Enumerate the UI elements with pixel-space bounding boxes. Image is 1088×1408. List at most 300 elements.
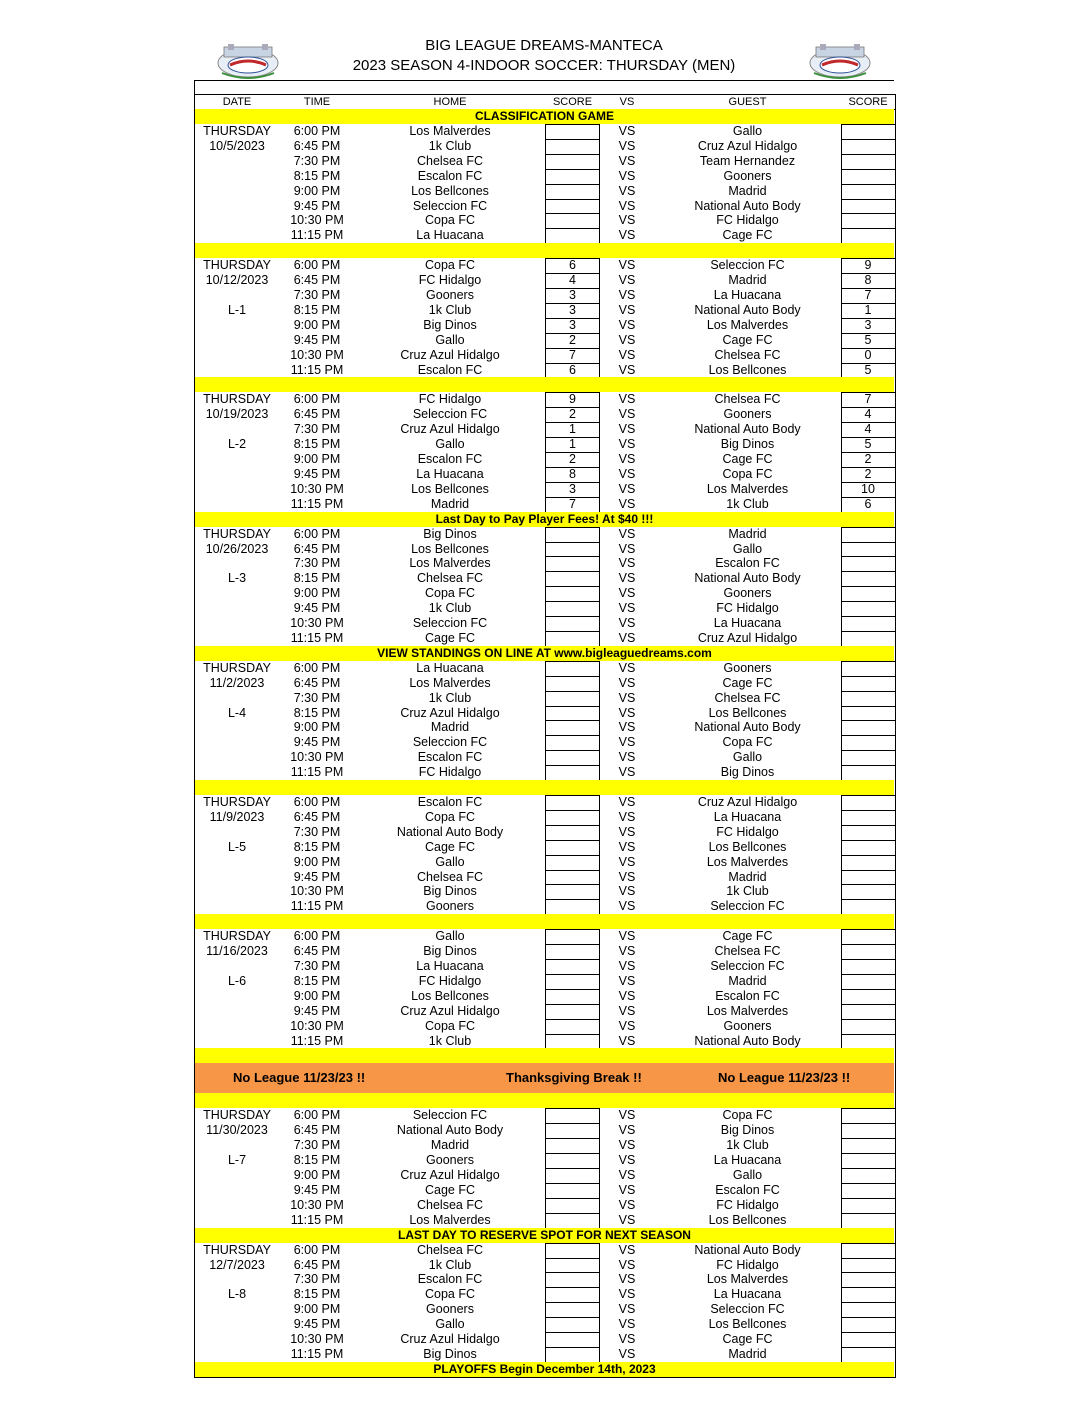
vs-label: VS xyxy=(618,407,636,422)
guest-team: FC Hidalgo xyxy=(716,1257,779,1272)
guest-team: 1k Club xyxy=(726,1138,769,1153)
game-time: 6:00 PM xyxy=(293,929,341,944)
home-team: Los Malverdes xyxy=(409,1212,491,1227)
home-team: National Auto Body xyxy=(396,1123,504,1138)
home-score-box xyxy=(545,1287,600,1302)
home-team: 1k Club xyxy=(428,1033,472,1048)
vs-label: VS xyxy=(618,616,636,630)
game-time: 9:00 PM xyxy=(293,1168,341,1182)
table-row xyxy=(195,542,895,557)
home-score-box xyxy=(545,884,600,899)
home-score-box xyxy=(545,735,600,750)
guest-team: Team Hernandez xyxy=(699,153,796,168)
game-time: 7:30 PM xyxy=(293,824,341,839)
day-label: THURSDAY xyxy=(203,526,271,541)
home-team: Big Dinos xyxy=(423,944,477,959)
game-time: 11:15 PM xyxy=(290,228,344,243)
guest-team: La Huacana xyxy=(713,616,782,630)
home-team: 1k Club xyxy=(428,601,472,616)
header-guest: GUEST xyxy=(728,96,767,108)
vs-label: VS xyxy=(618,1182,636,1197)
home-score-box xyxy=(545,124,600,139)
game-time: 9:00 PM xyxy=(293,988,341,1003)
table-row xyxy=(195,392,895,407)
home-score-box xyxy=(545,661,600,676)
vs-label: VS xyxy=(618,869,636,884)
guest-score-box xyxy=(841,1108,895,1123)
home-score: 3 xyxy=(569,317,576,332)
guest-team: Big Dinos xyxy=(720,1123,775,1138)
table-row xyxy=(195,407,895,422)
game-time: 6:45 PM xyxy=(293,809,341,824)
guest-team: La Huacana xyxy=(713,1287,782,1302)
table-row xyxy=(195,199,895,214)
home-score-box xyxy=(545,199,600,214)
vs-label: VS xyxy=(618,228,636,243)
home-score: 3 xyxy=(569,481,576,496)
vs-label: VS xyxy=(618,332,636,347)
guest-score-box xyxy=(841,1034,895,1049)
table-row xyxy=(195,1317,895,1332)
guest-score-box xyxy=(841,1019,895,1034)
game-time: 10:30 PM xyxy=(290,213,344,228)
guest-team: FC Hidalgo xyxy=(716,824,779,839)
big-league-dreams-logo-right xyxy=(808,43,872,79)
guest-score-box xyxy=(841,527,895,542)
day-label: THURSDAY xyxy=(203,1242,271,1257)
home-team: Gooners xyxy=(426,899,474,914)
guest-team: Los Bellcones xyxy=(708,705,787,720)
guest-team: National Auto Body xyxy=(694,720,801,735)
guest-score-box xyxy=(841,199,895,214)
home-team: Cage FC xyxy=(424,1182,476,1197)
guest-score-box xyxy=(841,870,895,885)
home-score-box xyxy=(545,184,600,199)
home-team: Cruz Azul Hidalgo xyxy=(400,347,500,362)
vs-label: VS xyxy=(618,988,636,1003)
home-score: 6 xyxy=(569,362,576,377)
guest-team: Cage FC xyxy=(722,929,773,944)
table-row xyxy=(195,1243,895,1258)
vs-label: VS xyxy=(618,1138,636,1153)
game-time: 9:45 PM xyxy=(293,1317,341,1332)
game-time: 6:45 PM xyxy=(293,675,341,690)
home-score-box xyxy=(545,527,600,542)
guest-score-box xyxy=(841,556,895,571)
table-row xyxy=(195,825,895,840)
home-score-box xyxy=(545,1034,600,1049)
table-row xyxy=(195,363,895,378)
date-label: 12/7/2023 xyxy=(209,1257,265,1272)
page-subtitle: 2023 SEASON 4-INDOOR SOCCER: THURSDAY (MEN) xyxy=(352,57,736,74)
playoffs-band: PLAYOFFS Begin December 14th, 2023 xyxy=(195,1362,894,1377)
table-row xyxy=(195,258,895,273)
guest-score-box xyxy=(841,884,895,899)
guest-team: Madrid xyxy=(728,273,767,288)
guest-score-box xyxy=(841,601,895,616)
guest-score-box xyxy=(841,1138,895,1153)
home-score-box xyxy=(545,571,600,586)
table-row xyxy=(195,228,895,243)
table-row xyxy=(195,1183,895,1198)
guest-score: 2 xyxy=(864,452,872,466)
guest-team: La Huacana xyxy=(713,288,782,302)
guest-team: Cage FC xyxy=(722,228,773,243)
game-time: 10:30 PM xyxy=(290,1197,344,1212)
section-band: Last Day to Pay Player Fees! At $40 !!! xyxy=(195,512,894,527)
guest-score-box xyxy=(841,1332,895,1347)
home-team: Los Malverdes xyxy=(409,556,491,571)
game-time: 11:15 PM xyxy=(290,362,344,377)
home-team: Los Bellcones xyxy=(411,541,489,556)
guest-team: Cage FC xyxy=(722,332,773,347)
guest-team: National Auto Body xyxy=(694,1033,801,1048)
home-team: Chelsea FC xyxy=(417,1242,483,1257)
guest-score-box xyxy=(841,765,895,780)
table-row xyxy=(195,1019,895,1034)
table-row xyxy=(195,1332,895,1347)
home-team: Cruz Azul Hidalgo xyxy=(400,1332,500,1346)
guest-team: Cruz Azul Hidalgo xyxy=(697,630,798,645)
game-time: 10:30 PM xyxy=(290,884,344,899)
section-band: VIEW STANDINGS ON LINE AT www.bigleaguedreams.com xyxy=(195,646,894,661)
table-row xyxy=(195,795,895,810)
vs-label: VS xyxy=(618,213,636,228)
table-row xyxy=(195,213,895,228)
guest-score: 3 xyxy=(864,317,872,332)
top-rule xyxy=(194,80,894,81)
vs-label: VS xyxy=(618,1108,636,1123)
home-score-box xyxy=(545,1213,600,1228)
table-row xyxy=(195,422,895,437)
table-row xyxy=(195,959,895,974)
table-row xyxy=(195,482,895,497)
game-time: 11:15 PM xyxy=(290,630,344,645)
top-tick xyxy=(194,80,195,94)
home-score: 4 xyxy=(569,273,576,288)
vs-label: VS xyxy=(618,944,636,959)
guest-score-box xyxy=(841,661,895,676)
week-label: L-6 xyxy=(227,973,247,988)
home-score-box xyxy=(545,870,600,885)
guest-team: Big Dinos xyxy=(720,437,775,452)
game-time: 11:15 PM xyxy=(290,1212,344,1227)
home-team: Copa FC xyxy=(424,258,476,273)
guest-team: La Huacana xyxy=(713,809,782,824)
table-row xyxy=(195,750,895,765)
table-row xyxy=(195,1034,895,1049)
home-score-box xyxy=(545,706,600,721)
date-label: 10/26/2023 xyxy=(205,541,269,556)
home-team: Gallo xyxy=(435,437,465,452)
guest-team: National Auto Body xyxy=(694,302,801,317)
table-row xyxy=(195,1123,895,1138)
guest-team: Gooners xyxy=(723,168,772,183)
guest-team: Gallo xyxy=(732,124,763,138)
vs-label: VS xyxy=(618,541,636,556)
table-row xyxy=(195,452,895,467)
vs-label: VS xyxy=(618,884,636,899)
home-team: Copa FC xyxy=(424,1018,476,1033)
game-time: 10:30 PM xyxy=(290,347,344,362)
game-time: 7:30 PM xyxy=(293,1272,341,1287)
home-team: 1k Club xyxy=(428,690,472,705)
guest-score-box xyxy=(841,616,895,631)
home-score: 3 xyxy=(569,302,576,317)
guest-team: Chelsea FC xyxy=(714,690,781,705)
guest-team: National Auto Body xyxy=(694,198,801,213)
home-score-box xyxy=(545,691,600,706)
guest-team: Madrid xyxy=(728,1346,767,1361)
guest-score-box xyxy=(841,1347,895,1362)
guest-team: 1k Club xyxy=(726,496,769,511)
guest-team: Los Malverdes xyxy=(706,481,789,496)
guest-score-box xyxy=(841,154,895,169)
table-row xyxy=(195,1258,895,1273)
vs-label: VS xyxy=(618,153,636,168)
home-team: National Auto Body xyxy=(396,824,504,839)
home-score-box xyxy=(545,989,600,1004)
table-row xyxy=(195,1198,895,1213)
table-row xyxy=(195,124,895,139)
game-time: 6:00 PM xyxy=(293,258,341,273)
vs-label: VS xyxy=(618,258,636,273)
guest-score-box xyxy=(841,840,895,855)
vs-label: VS xyxy=(618,302,636,317)
guest-score-box xyxy=(841,706,895,721)
vs-label: VS xyxy=(618,1018,636,1033)
table-row xyxy=(195,944,895,959)
vs-label: VS xyxy=(618,765,636,780)
guest-team: Los Malverdes xyxy=(706,317,789,332)
vs-label: VS xyxy=(618,899,636,914)
home-score-box xyxy=(545,1198,600,1213)
home-team: Gallo xyxy=(435,332,465,347)
home-score-box xyxy=(545,1168,600,1183)
table-row xyxy=(195,1302,895,1317)
game-time: 8:15 PM xyxy=(293,705,341,720)
day-label: THURSDAY xyxy=(203,660,271,675)
home-team: La Huacana xyxy=(416,228,484,243)
home-score-box xyxy=(545,1183,600,1198)
game-time: 6:45 PM xyxy=(293,1123,341,1138)
guest-score-box xyxy=(841,825,895,840)
table-row xyxy=(195,333,895,348)
game-time: 10:30 PM xyxy=(290,616,344,630)
vs-label: VS xyxy=(618,1242,636,1257)
day-label: THURSDAY xyxy=(203,392,271,407)
game-time: 9:45 PM xyxy=(293,466,341,481)
home-score-box xyxy=(545,631,600,646)
vs-label: VS xyxy=(618,1332,636,1346)
guest-team: Seleccion FC xyxy=(710,899,785,914)
vs-label: VS xyxy=(618,362,636,377)
table-row xyxy=(195,154,895,169)
game-time: 6:00 PM xyxy=(293,1108,341,1123)
vs-label: VS xyxy=(618,839,636,854)
home-score-box xyxy=(545,1302,600,1317)
home-team: Copa FC xyxy=(424,809,476,824)
table-row xyxy=(195,765,895,780)
vs-label: VS xyxy=(618,586,636,601)
home-score: 8 xyxy=(569,466,576,481)
home-team: FC Hidalgo xyxy=(418,973,482,988)
guest-score-box xyxy=(841,1258,895,1273)
home-score-box xyxy=(545,154,600,169)
vs-label: VS xyxy=(618,1287,636,1302)
home-score-box xyxy=(545,1243,600,1258)
vs-label: VS xyxy=(618,168,636,183)
home-team: La Huacana xyxy=(416,466,484,481)
table-row xyxy=(195,631,895,646)
game-time: 9:45 PM xyxy=(293,601,341,616)
guest-team: Seleccion FC xyxy=(710,258,785,273)
home-score-box xyxy=(545,542,600,557)
guest-score-box xyxy=(841,1123,895,1138)
table-row xyxy=(195,1168,895,1183)
guest-score-box xyxy=(841,795,895,810)
guest-team: Madrid xyxy=(728,973,767,988)
home-team: Los Bellcones xyxy=(411,481,489,496)
guest-team: Los Malverdes xyxy=(706,854,789,869)
home-score: 9 xyxy=(569,392,576,407)
vs-label: VS xyxy=(618,675,636,690)
table-row xyxy=(195,929,895,944)
guest-team: Los Malverdes xyxy=(706,1272,789,1287)
vs-label: VS xyxy=(618,690,636,705)
table-row xyxy=(195,437,895,452)
guest-score: 7 xyxy=(864,288,872,302)
game-time: 7:30 PM xyxy=(293,959,341,973)
game-time: 9:45 PM xyxy=(293,1003,341,1018)
guest-score-box xyxy=(841,735,895,750)
guest-team: Copa FC xyxy=(722,735,773,750)
guest-team: Chelsea FC xyxy=(714,944,781,959)
home-team: Copa FC xyxy=(424,1287,476,1302)
home-team: Gooners xyxy=(426,1302,474,1317)
week-label: L-1 xyxy=(227,302,247,317)
game-time: 9:45 PM xyxy=(293,1182,341,1197)
vs-label: VS xyxy=(618,795,636,809)
game-time: 6:00 PM xyxy=(293,660,341,675)
game-time: 7:30 PM xyxy=(293,153,341,168)
guest-score-box xyxy=(841,691,895,706)
day-label: THURSDAY xyxy=(203,124,271,138)
home-score: 7 xyxy=(569,347,576,362)
home-team: Seleccion FC xyxy=(412,198,488,213)
home-team: Escalon FC xyxy=(417,168,483,183)
guest-team: Gooners xyxy=(723,586,772,601)
vs-label: VS xyxy=(618,422,636,437)
big-league-dreams-logo-left xyxy=(216,43,280,79)
table-row xyxy=(195,571,895,586)
vs-label: VS xyxy=(618,1153,636,1168)
vs-label: VS xyxy=(618,959,636,973)
vs-label: VS xyxy=(618,720,636,735)
vs-label: VS xyxy=(618,496,636,511)
game-time: 9:45 PM xyxy=(293,332,341,347)
game-time: 8:15 PM xyxy=(293,302,341,317)
guest-team: 1k Club xyxy=(726,884,769,899)
home-score-box xyxy=(545,1004,600,1019)
home-team: 1k Club xyxy=(428,302,472,317)
home-team: FC Hidalgo xyxy=(418,392,482,407)
date-label: 10/5/2023 xyxy=(209,138,265,153)
home-score-box xyxy=(545,616,600,631)
vs-label: VS xyxy=(618,735,636,750)
vs-label: VS xyxy=(618,1197,636,1212)
home-score: 1 xyxy=(569,422,576,437)
game-time: 9:00 PM xyxy=(293,720,341,735)
guest-score-box xyxy=(841,750,895,765)
home-team: Big Dinos xyxy=(423,526,477,541)
table-row xyxy=(195,1108,895,1123)
home-team: Escalon FC xyxy=(417,452,483,466)
section-band xyxy=(195,780,894,795)
table-row xyxy=(195,720,895,735)
home-team: La Huacana xyxy=(416,660,484,675)
table-row xyxy=(195,706,895,721)
home-team: Big Dinos xyxy=(423,884,477,899)
table-row xyxy=(195,1287,895,1302)
holiday-row xyxy=(195,1063,894,1093)
table-row xyxy=(195,1004,895,1019)
guest-team: Cage FC xyxy=(722,675,773,690)
guest-score-box xyxy=(841,855,895,870)
home-score-box xyxy=(545,720,600,735)
week-label: L-7 xyxy=(227,1153,247,1168)
guest-score: 0 xyxy=(864,347,872,362)
game-time: 9:00 PM xyxy=(293,586,341,601)
home-team: Seleccion FC xyxy=(412,616,488,630)
guest-score-box xyxy=(841,542,895,557)
table-row xyxy=(195,1153,895,1168)
vs-label: VS xyxy=(618,1317,636,1332)
guest-score-box xyxy=(841,959,895,974)
game-time: 8:15 PM xyxy=(293,839,341,854)
date-label: 11/16/2023 xyxy=(206,944,268,959)
game-time: 8:15 PM xyxy=(293,571,341,586)
home-team: 1k Club xyxy=(428,1257,472,1272)
home-score-box xyxy=(545,855,600,870)
home-team: Escalon FC xyxy=(417,1272,483,1287)
game-time: 8:15 PM xyxy=(293,1287,341,1302)
vs-label: VS xyxy=(618,452,636,466)
table-row xyxy=(195,303,895,318)
home-team: Escalon FC xyxy=(417,795,483,809)
guest-score: 5 xyxy=(864,362,872,377)
guest-score-box xyxy=(841,571,895,586)
guest-score-box xyxy=(841,169,895,184)
game-time: 6:45 PM xyxy=(293,407,341,422)
home-team: Los Malverdes xyxy=(409,124,491,138)
guest-score-box xyxy=(841,1183,895,1198)
home-score: 7 xyxy=(569,496,576,511)
holiday-center: Thanksgiving Break !! xyxy=(506,1070,642,1086)
vs-label: VS xyxy=(618,124,636,138)
home-score-box xyxy=(545,825,600,840)
game-time: 11:15 PM xyxy=(290,765,344,780)
game-time: 6:45 PM xyxy=(293,273,341,288)
home-score: 1 xyxy=(569,437,576,452)
vs-label: VS xyxy=(618,273,636,288)
game-time: 10:30 PM xyxy=(290,1332,344,1346)
guest-team: Escalon FC xyxy=(715,988,780,1003)
guest-team: National Auto Body xyxy=(694,571,801,586)
guest-team: Big Dinos xyxy=(720,765,775,780)
guest-score-box xyxy=(841,1153,895,1168)
header-vs: VS xyxy=(619,96,635,108)
